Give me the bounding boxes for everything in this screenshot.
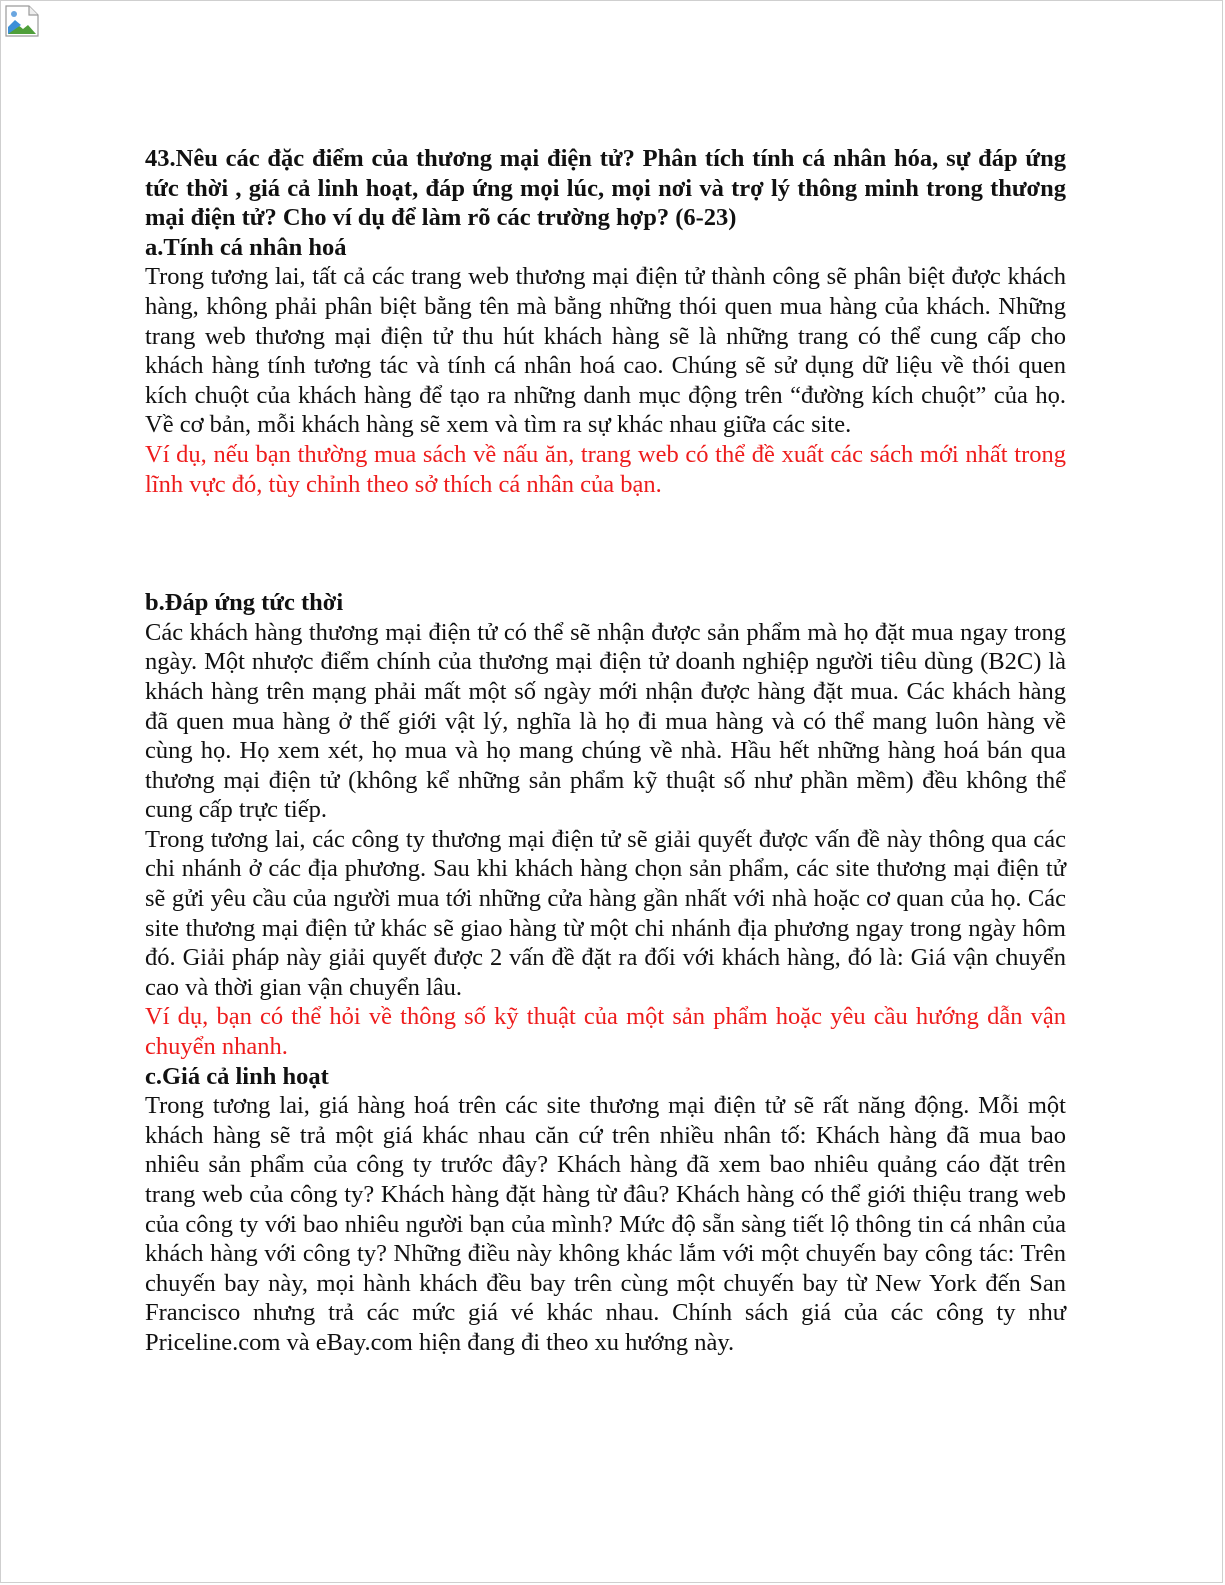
section-b-body-1: Các khách hàng thương mại điện tử có thể sẽ nhận được sản phẩm mà họ đặt mua ngay trong ngày. Một nhược điểm chính của thương mại điện tử doanh nghiệp người tiêu dùng (B2C) là khách hàng trên mạng phải mất một số ngày mới nhận được hàng đặt mua. Các khách hàng đã quen mua hàng ở thế giới vật lý, nghĩa là họ đi mua hàng và có thể mang luôn hàng về cùng họ. Họ xem xét, họ mua và họ mang chúng về nhà. Hầu hết những hàng hoá bán qua thương mại điện tử (không kể những sản phẩm kỹ thuật số như phần mềm) đều không thể cung cấp trực tiếp. xyxy=(145,618,1066,824)
document-content xyxy=(145,144,1066,1358)
question-heading: 43.Nêu các đặc điểm của thương mại điện tử? Phân tích tính cá nhân hóa, sự đáp ứng tức thời , giá cả linh hoạt, đáp ứng mọi lúc, mọi nơi và trợ lý thông minh trong thương mại điện tử? Cho ví dụ để làm rõ các trường hợp? (6-23) xyxy=(145,145,1066,232)
section-c-heading: c.Giá cả linh hoạt xyxy=(145,1062,329,1090)
section-a-example: Ví dụ, nếu bạn thường mua sách về nấu ăn, trang web có thể đề xuất các sách mới nhất trong lĩnh vực đó, tùy chỉnh theo sở thích cá nhân của bạn. xyxy=(145,440,1066,498)
section-b-body-2: Trong tương lai, các công ty thương mại điện tử sẽ giải quyết được vấn đề này thông qua các chi nhánh ở các địa phương. Sau khi khách hàng chọn sản phẩm, các site thương mại điện tử sẽ gửi yêu cầu của người mua tới những cửa hàng gần nhất với nhà hoặc cơ quan của họ. Các site thương mại điện tử khác sẽ giao hàng từ một chi nhánh địa phương ngay trong ngày hôm đó. Giải pháp này giải quyết được 2 vấn đề đặt ra đối với khách hàng, đó là: Giá vận chuyển cao và thời gian vận chuyển lâu. xyxy=(145,825,1066,1001)
section-b-example: Ví dụ, bạn có thể hỏi về thông số kỹ thuật của một sản phẩm hoặc yêu cầu hướng dẫn vận chuyển nhanh. xyxy=(145,1003,1066,1061)
section-a-heading: a.Tính cá nhân hoá xyxy=(145,233,347,261)
section-a-body: Trong tương lai, tất cả các trang web thương mại điện tử thành công sẽ phân biệt được khách hàng, không phải phân biệt bằng tên mà bằng những thói quen mua hàng của khách. Những trang web thương mại điện tử thu hút khách hàng sẽ là những trang có thể cung cấp cho khách hàng tính tương tác và tính cá nhân hoá cao. Chúng sẽ sử dụng dữ liệu về thói quen kích chuột của khách hàng để tạo ra những danh mục động trên “đường kích chuột” của họ. Về cơ bản, mỗi khách hàng sẽ xem và tìm ra sự khác nhau giữa các site. xyxy=(145,263,1066,439)
section-c-body: Trong tương lai, giá hàng hoá trên các site thương mại điện tử sẽ rất năng động. Mỗi một khách hàng sẽ trả một giá khác nhau căn cứ trên nhiều nhân tố: Khách hàng đã mua bao nhiêu sản phẩm của công ty trước đây? Khách hàng đã xem bao nhiêu quảng cáo đặt trên trang web của công ty? Khách hàng đặt hàng từ đâu? Khách hàng có thể giới thiệu trang web của công ty với bao nhiêu người bạn của mình? Mức độ sẵn sàng tiết lộ thông tin cá nhân của khách hàng với công ty? Những điều này không khác lắm với một chuyến bay công tác: Trên chuyến bay này, mọi hành khách đều bay trên cùng một chuyến bay từ New York đến San Francisco nhưng trả các mức giá vé khác nhau. Chính sách giá của các công ty như Priceline.com và eBay.com hiện đang đi theo xu hướng này. xyxy=(145,1092,1066,1356)
broken-image-icon xyxy=(5,5,39,37)
section-b-heading: b.Đáp ứng tức thời xyxy=(145,589,344,617)
section-spacer xyxy=(145,499,1066,588)
